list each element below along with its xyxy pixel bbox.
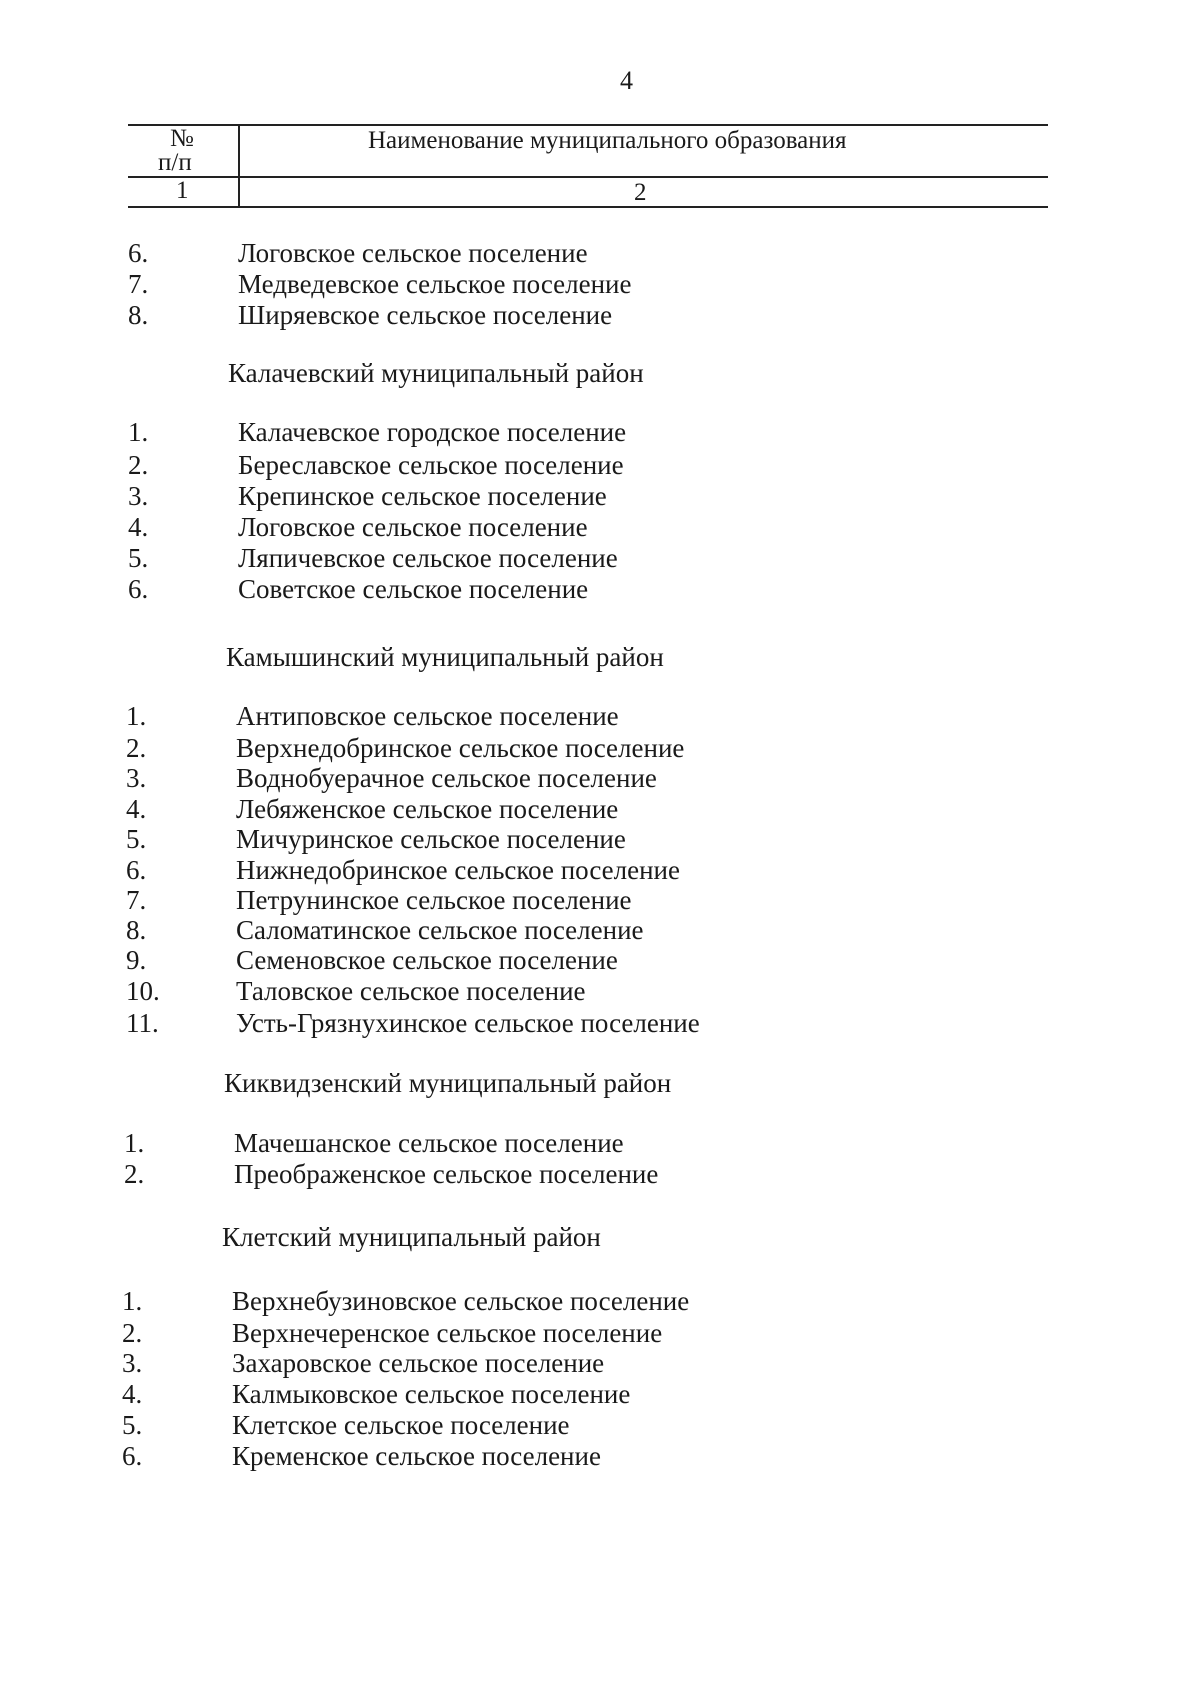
item-name: Кременское сельское поселение	[232, 1441, 601, 1471]
table-column-divider	[238, 124, 240, 206]
item-number: 4.	[126, 794, 147, 824]
item-name: Саломатинское сельское поселение	[236, 915, 644, 945]
item-number: 2.	[124, 1159, 145, 1189]
item-number: 3.	[126, 763, 147, 793]
item-number: 5.	[122, 1410, 143, 1440]
item-number: 3.	[128, 481, 149, 511]
item-number: 1.	[124, 1128, 145, 1158]
district-heading: Клетский муниципальный район	[222, 1222, 601, 1252]
item-name: Мачешанское сельское поселение	[234, 1128, 624, 1158]
header-table	[128, 124, 1048, 220]
item-number: 9.	[126, 945, 147, 975]
item-number: 1.	[128, 417, 149, 447]
item-number: 2.	[122, 1318, 143, 1348]
item-number: 6.	[128, 238, 149, 268]
district-heading: Киквидзенский муниципальный район	[224, 1068, 672, 1098]
item-number: 6.	[126, 855, 147, 885]
item-name: Верхнедобринское сельское поселение	[236, 733, 685, 763]
item-name: Верхнечеренское сельское поселение	[232, 1318, 663, 1348]
item-name: Таловское сельское поселение	[236, 976, 586, 1006]
item-name: Верхнебузиновское сельское поселение	[232, 1286, 690, 1316]
item-number: 5.	[128, 543, 149, 573]
item-name: Логовское сельское поселение	[238, 238, 588, 268]
header-number-abbrev: п/п	[158, 149, 192, 176]
item-name: Нижнедобринское сельское поселение	[236, 855, 680, 885]
item-name: Береславское сельское поселение	[238, 450, 624, 480]
header-name-title: Наименование муниципального образования	[368, 127, 847, 154]
item-name: Крепинское сельское поселение	[238, 481, 607, 511]
header-number-symbol: №	[170, 125, 194, 152]
item-number: 1.	[122, 1286, 143, 1316]
item-number: 7.	[126, 885, 147, 915]
item-number: 2.	[126, 733, 147, 763]
district-heading: Камышинский муниципальный район	[226, 642, 664, 672]
item-name: Усть-Грязнухинское сельское поселение	[236, 1008, 700, 1038]
item-name: Клетское сельское поселение	[232, 1410, 570, 1440]
item-number: 6.	[128, 574, 149, 604]
item-name: Ляпичевское сельское поселение	[238, 543, 618, 573]
header-index-1: 1	[176, 177, 189, 204]
item-name: Советское сельское поселение	[238, 574, 589, 604]
item-number: 1.	[126, 701, 147, 731]
item-number: 2.	[128, 450, 149, 480]
item-name: Антиповское сельское поселение	[236, 701, 619, 731]
table-bottom-border	[128, 206, 1048, 208]
item-number: 3.	[122, 1348, 143, 1378]
item-number: 8.	[126, 915, 147, 945]
item-number: 8.	[128, 300, 149, 330]
item-name: Захаровское сельское поселение	[232, 1348, 605, 1378]
item-number: 11.	[126, 1008, 159, 1038]
item-name: Медведевское сельское поселение	[238, 269, 632, 299]
district-heading: Калачевский муниципальный район	[228, 358, 644, 388]
item-number: 10.	[126, 976, 160, 1006]
page-number: 4	[620, 66, 633, 95]
table-top-border	[128, 124, 1048, 126]
item-name: Ширяевское сельское поселение	[238, 300, 613, 330]
item-name: Калмыковское сельское поселение	[232, 1379, 631, 1409]
table-middle-border	[128, 176, 1048, 178]
item-number: 6.	[122, 1441, 143, 1471]
item-number: 7.	[128, 269, 149, 299]
item-number: 4.	[122, 1379, 143, 1409]
item-name: Семеновское сельское поселение	[236, 945, 618, 975]
item-name: Логовское сельское поселение	[238, 512, 588, 542]
item-name: Лебяженское сельское поселение	[236, 794, 619, 824]
header-index-2: 2	[634, 179, 647, 206]
item-name: Калачевское городское поселение	[238, 417, 627, 447]
item-number: 5.	[126, 824, 147, 854]
item-name: Преображенское сельское поселение	[234, 1159, 659, 1189]
item-name: Мичуринское сельское поселение	[236, 824, 626, 854]
item-number: 4.	[128, 512, 149, 542]
item-name: Петрунинское сельское поселение	[236, 885, 632, 915]
item-name: Воднобуерачное сельское поселение	[236, 763, 657, 793]
